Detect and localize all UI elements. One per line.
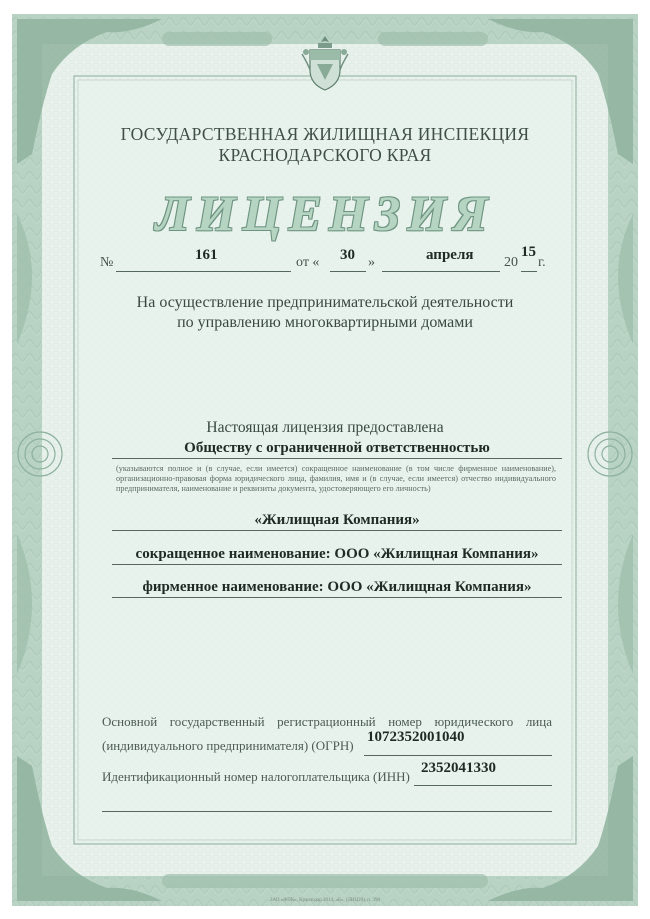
number-label: № bbox=[100, 255, 114, 270]
granted-label: Настоящая лицензия предоставлена bbox=[206, 419, 444, 436]
coat-of-arms-emblem-icon bbox=[300, 34, 350, 92]
license-title: ЛИЦЕНЗИЯ bbox=[155, 185, 495, 241]
date-quote-close: » bbox=[368, 255, 375, 270]
date-from-label: от « bbox=[296, 255, 320, 270]
licensee-line2: «Жилищная Компания» bbox=[254, 512, 420, 528]
firm-name: фирменное наименование: ООО «Жилищная Компания» bbox=[142, 579, 532, 595]
licensee-line1: Обществу с ограниченной ответственностью bbox=[184, 440, 490, 456]
ogrn-caption-line1: Основной государственный регистрационный номер юридического лица bbox=[102, 714, 552, 729]
license-number: 161 bbox=[195, 247, 218, 263]
inn-value: 2352041330 bbox=[421, 760, 496, 776]
date-year-prefix: 20 bbox=[504, 255, 518, 270]
date-day: 30 bbox=[340, 247, 355, 263]
inn-caption: Идентификационный номер налогоплательщика (ИНН) bbox=[102, 769, 410, 784]
ogrn-caption-line2: (индивидуального предпринимателя) (ОГРН) bbox=[102, 738, 354, 753]
activity-line1: На осуществление предпринимательской деятельности bbox=[136, 294, 514, 311]
issuing-authority-line1: ГОСУДАРСТВЕННАЯ ЖИЛИЩНАЯ ИНСПЕКЦИЯ bbox=[120, 124, 530, 144]
license-document bbox=[12, 14, 638, 906]
date-year-suffix: 15 bbox=[521, 244, 536, 260]
date-month: апреля bbox=[426, 247, 474, 263]
short-name: сокращенное наименование: ООО «Жилищная Компания» bbox=[135, 546, 539, 562]
printer-line: ЗАО «ФПК», Краснодар 2014, «Б», (ЛИЦ20), п. 390 bbox=[270, 898, 380, 903]
ogrn-value: 1072352001040 bbox=[367, 729, 465, 745]
issuing-authority-line2: КРАСНОДАРСКОГО КРАЯ bbox=[218, 145, 432, 165]
licensee-caption: (указываются полное и (в случае, если имеется) сокращенное наименование (в том числе фирменное наименование), организационно-правовая форма юридического лица, фамилия, имя и (в случае, если имеется) отчество индивидуального предпринимателя, наименование и реквизиты документа, удостоверяющего его личность) bbox=[116, 464, 556, 493]
activity-line2: по управлению многоквартирными домами bbox=[177, 314, 473, 331]
date-year-unit: г. bbox=[538, 255, 546, 270]
